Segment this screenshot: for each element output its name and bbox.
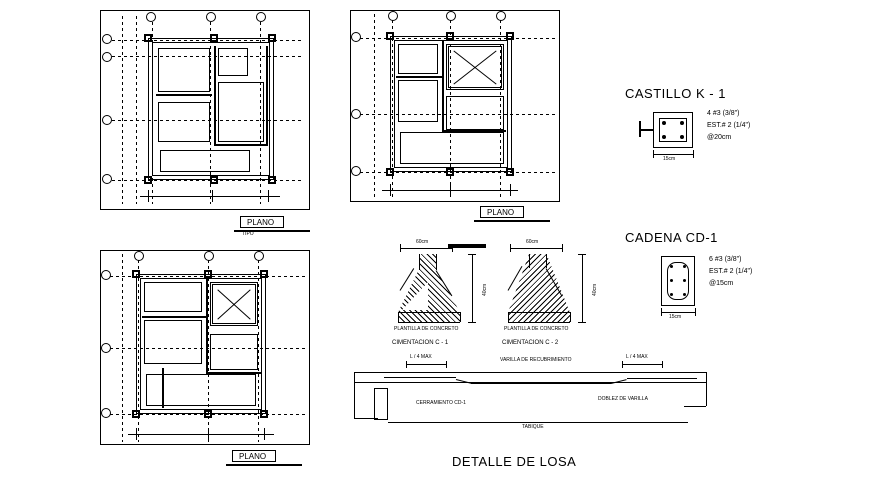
slab-top-line [354,372,706,373]
room [158,48,210,92]
grid-bubble [206,12,216,22]
plan-subcaption-label: TIPO [242,231,254,237]
castillo-note-3: @20cm [707,134,732,141]
foundation-edge [398,312,399,322]
room [160,150,250,172]
rebar-dot [662,121,666,125]
found-dim-side-tick [468,322,476,323]
found-dim-side-label: 40cm [592,283,598,296]
cimentacion-2 [498,238,608,358]
grid-line-h [354,172,556,173]
column-marker [506,32,514,40]
found-dim-side-label: 40cm [482,283,488,296]
losa-detail [350,354,710,446]
grid-bubble [204,251,214,261]
castillo-dim-label: 15cm [663,156,676,162]
foundation-edge [508,312,570,313]
wall-heavy [156,94,212,96]
rebar-dot [683,265,686,268]
wall-heavy [214,46,216,144]
grid-line-v [136,16,137,204]
dimension-line [140,196,280,197]
foundation-edge [546,254,547,268]
losa-dim-tick [622,361,623,368]
column-marker [132,270,140,278]
room [210,334,258,370]
losa-label-tabique: TABIQUE [522,424,544,430]
plan-caption-label: PLANO [487,208,515,217]
dimension-tick [264,428,265,440]
dimension-tick [390,184,391,196]
cadena-note-2: EST.# 2 (1/4") [709,268,753,275]
cadena-detail [625,232,805,322]
plan-caption-underline [226,464,302,466]
plan-caption-label: PLANO [239,452,267,461]
foundation-edge [508,312,509,322]
room [144,282,202,312]
losa-dim-tick [406,361,407,368]
castillo-dim-tick [693,150,694,158]
found-dim-side-tick [468,254,476,255]
grid-bubble [388,11,398,21]
grid-bubble [146,12,156,22]
losa-baseline [388,422,688,423]
foundation-edge [436,254,437,270]
column-marker [260,270,268,278]
foundation-edge [460,312,461,322]
column-marker [268,176,276,184]
leader-line [639,129,653,131]
column-marker [386,32,394,40]
dimension-tick [208,428,209,440]
losa-dim-left [406,364,446,365]
wall-heavy [162,368,164,408]
found-dim-line [510,248,562,249]
column-marker [204,270,212,278]
column-marker [204,410,212,418]
cimentacion-1 [388,238,498,358]
wall-heavy [142,316,206,318]
found-dim-tick [400,244,401,252]
losa-label-left: L / 4 MAX [410,354,432,360]
room [398,80,438,122]
found-dim-side-tick [578,254,586,255]
dimension-tick [148,190,149,202]
rebar-dot [670,279,673,282]
rebar-dot [662,135,666,139]
grid-bubble [446,11,456,21]
column-marker [268,34,276,42]
cadena-note-1: 6 #3 (3/8") [709,256,742,263]
grid-line-v [122,16,123,204]
column-marker [144,176,152,184]
found-dim-side-tick [578,322,586,323]
castillo-dim-line [653,154,693,155]
cadena-dim-tick [695,308,696,316]
plan-top-left [100,10,310,237]
grid-bubble [102,115,112,125]
found-dim-line [400,248,452,249]
found-dim-tick [510,244,511,252]
rebar-line [627,378,697,379]
dimension-tick [136,428,137,440]
wall-heavy [442,40,444,132]
grid-bubble [102,34,112,44]
foundation-note: PLANTILLA DE CONCRETO [504,326,569,332]
grid-bubble [256,12,266,22]
rebar-dot [680,135,684,139]
losa-label-right: L / 4 MAX [626,354,648,360]
cadena-dim-label: 15cm [669,314,682,320]
foundation-label: CIMENTACION C - 2 [502,340,559,346]
rebar-line [471,383,611,384]
dimension-tick [212,190,213,202]
grid-bubble [101,270,111,280]
slab-left-edge [354,372,355,418]
sheet-title: DETALLE DE LOSA [452,454,577,469]
cadena-note-3: @15cm [709,280,734,287]
slab-left-column [374,388,388,420]
losa-dim-tick [662,361,663,368]
dimension-tick [268,190,269,202]
losa-label-cerramiento: CERRAMIENTO CD-1 [416,400,466,406]
found-dim-top-label: 60cm [416,239,429,245]
grid-bubble [102,52,112,62]
rebar-dot [680,121,684,125]
grid-bubble [101,408,111,418]
found-dim-tick [562,244,563,252]
rebar-dot [670,293,673,296]
column-marker [260,410,268,418]
rebar-dot [670,265,673,268]
room [446,96,504,130]
foundation-label: CIMENTACION C - 1 [392,340,449,346]
castillo-title: CASTILLO K - 1 [625,86,726,101]
column-marker [506,168,514,176]
castillo-note-1: 4 #3 (3/8") [707,110,740,117]
column-marker [386,168,394,176]
plan-caption-underline [474,220,550,222]
castillo-dim-tick [653,150,654,158]
column-marker [144,34,152,42]
room [398,44,438,74]
wall-heavy [442,130,506,132]
column-marker [210,176,218,184]
grid-bubble [102,174,112,184]
wall-heavy [266,46,268,146]
plan-caption-label: PLANO [247,218,275,227]
slab-right-edge [706,372,707,406]
rebar-dot [683,279,686,282]
room [400,132,504,164]
grid-line-v [374,14,375,198]
grid-bubble [134,251,144,261]
found-dim-side-line [582,254,583,322]
room [218,82,264,142]
losa-dim-tick [446,361,447,368]
grid-bubble [496,11,506,21]
column-marker [446,32,454,40]
room [218,48,248,76]
rebar-dot [683,293,686,296]
losa-dim-right [622,364,662,365]
leader-tick [639,121,641,137]
foundation-edge [398,312,460,313]
foundation-edge [529,254,530,268]
found-dim-top-label: 60cm [526,239,539,245]
plan-top-right [350,10,565,215]
wall-heavy [214,144,266,146]
grid-bubble [254,251,264,261]
column-marker [446,168,454,176]
column-marker [132,410,140,418]
grid-bubble [351,109,361,119]
room [158,102,210,142]
foundation-edge [398,322,460,323]
dimension-line [128,434,274,435]
room [144,320,202,364]
grid-bubble [351,32,361,42]
losa-label-cover: VARILLA DE RECUBRIMIENTO [500,357,572,363]
grid-bubble [351,166,361,176]
grid-bubble [101,343,111,353]
castillo-note-2: EST.# 2 (1/4") [707,122,751,129]
castillo-detail [625,88,805,168]
cadena-dim-tick [661,308,662,316]
dimension-tick [510,184,511,196]
wall-heavy [206,372,262,374]
foundation-note: PLANTILLA DE CONCRETO [394,326,459,332]
cadena-title: CADENA CD-1 [625,230,718,245]
wall-heavy [396,76,442,78]
cadena-dim-line [661,312,695,313]
foundation-edge [419,254,420,270]
plan-bottom-left [100,250,315,465]
dimension-tick [450,184,451,196]
column-marker [210,34,218,42]
losa-label-doblez: DOBLEZ DE VARILLA [598,396,648,402]
wall-heavy [206,278,208,374]
slab-right-base [684,406,706,407]
foundation-top-bar [448,244,486,248]
rebar-line [384,377,456,378]
foundation-edge [508,322,570,323]
foundation-edge [570,312,571,322]
found-dim-side-line [472,254,473,322]
